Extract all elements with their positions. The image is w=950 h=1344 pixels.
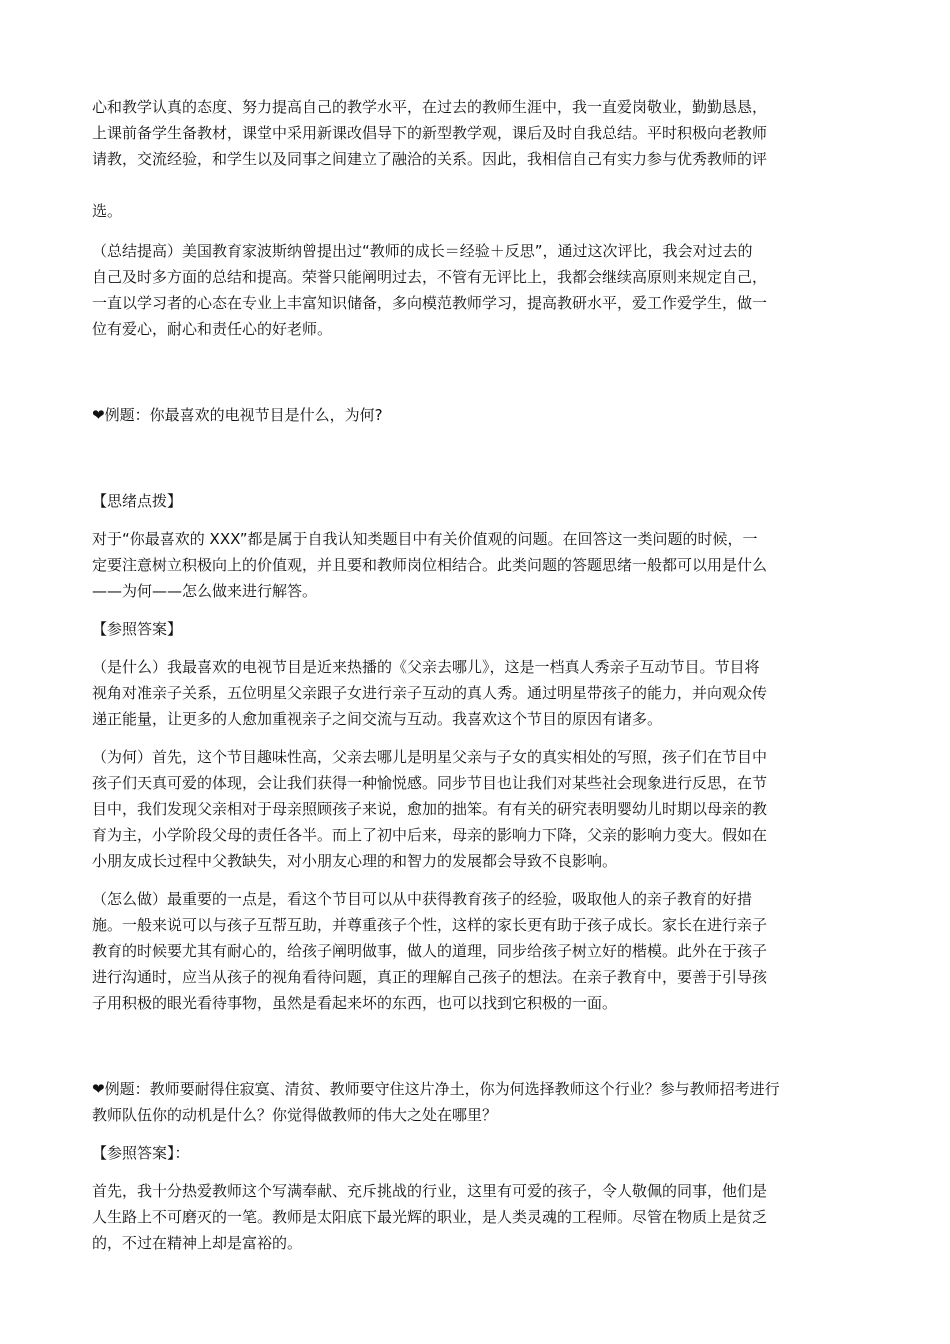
- text-line: 心和教学认真的态度、努力提高自己的教学水平，在过去的教师生涯中，我一直爱岗敬业，勤勤恳恳，: [92, 98, 768, 116]
- text-line: 进行沟通时，应当从孩子的视角看待问题，真正的理解自己孩子的想法。在亲子教育中，要善于引导孩: [92, 968, 768, 986]
- paragraph-how: [92, 886, 860, 1016]
- text-line: 子用积极的眼光看待事物，虽然是看起来坏的东西，也可以找到它积极的一面。: [92, 994, 618, 1012]
- text-line: 请教，交流经验，和学生以及同事之间建立了融洽的关系。因此，我相信自己有实力参与优秀教师的评: [92, 150, 768, 168]
- example-question-tv: [92, 402, 860, 428]
- text-line: 一直以学习者的心态在专业上丰富知识储备，多向模范教师学习，提高教研水平，爱工作爱学生，做一: [92, 294, 768, 312]
- text-line: 【思绪点拨】: [92, 492, 183, 510]
- text-line: 教育的时候要尤其有耐心的，给孩子阐明做事，做人的道理，同步给孩子树立好的楷模。此外在于孩子: [92, 942, 768, 960]
- text-line: 的，不过在精神上却是富裕的。: [92, 1234, 303, 1252]
- paragraph-why: [92, 744, 860, 874]
- text-line: 【参照答案】：: [92, 1144, 190, 1162]
- text-line: 人生路上不可磨灭的一笔。教师是太阳底下最光辉的职业，是人类灵魂的工程师。尽管在物质上是贫乏: [92, 1208, 768, 1226]
- text-line: 自己及时多方面的总结和提高。荣誉只能阐明过去，不管有无评比上，我都会继续高原则来规定自己，: [92, 268, 768, 286]
- paragraph-summary: [92, 238, 860, 342]
- paragraph-what: [92, 654, 860, 732]
- text-line: 育为主，小学阶段父母的责任各半。而上了初中后来，母亲的影响力下降，父亲的影响力变大。假如在: [92, 826, 768, 844]
- paragraph-continuation: [92, 198, 860, 224]
- text-line: ——为何——怎么做来进行解答。: [92, 582, 318, 600]
- paragraph-first: [92, 1178, 860, 1256]
- text-line: （为何）首先，这个节目趣味性高，父亲去哪儿是明星父亲与子女的真实相处的写照，孩子们在节目中: [92, 748, 768, 766]
- text-line: 对于“你最喜欢的 XXX”都是属于自我认知类题目中有关价值观的问题。在回答这一类问题的时候，一: [92, 530, 758, 548]
- text-line: 选。: [92, 202, 123, 220]
- text-line: 施。一般来说可以与孩子互帮互助，并尊重孩子个性，这样的家长更有助于孩子成长。家长在进行亲子: [92, 916, 768, 934]
- text-line: （是什么）我最喜欢的电视节目是近来热播的《父亲去哪儿》，这是一档真人秀亲子互动节目。节目将: [92, 658, 760, 676]
- example-question-teacher: [92, 1076, 860, 1128]
- text-line: 视角对准亲子关系，五位明星父亲跟子女进行亲子互动的真人秀。通过明星带孩子的能力，并向观众传: [92, 684, 768, 702]
- text-line: 位有爱心，耐心和责任心的好老师。: [92, 320, 333, 338]
- section-heading-hint: [92, 488, 860, 514]
- text-line: 【参照答案】: [92, 620, 183, 638]
- paragraph-teaching-attitude: [92, 94, 860, 172]
- document-page: [92, 94, 860, 1256]
- section-heading-answer-2: [92, 1140, 860, 1166]
- text-line: 目中，我们发现父亲相对于母亲照顾孩子来说，愈加的拙笨。有有关的研究表明婴幼儿时期以母亲的教: [92, 800, 768, 818]
- section-heading-answer: [92, 616, 860, 642]
- paragraph-hint: [92, 526, 860, 604]
- text-line: 上课前备学生备教材，课堂中采用新课改倡导下的新型教学观，课后及时自我总结。平时积极向老教师: [92, 124, 768, 142]
- text-line: 定要注意树立积极向上的价值观，并且要和教师岗位相结合。此类问题的答题思绪一般都可以用是什么: [92, 556, 768, 574]
- text-line: （总结提高）美国教育家波斯纳曾提出过“教师的成长＝经验＋反思”，通过这次评比，我会对过去的: [92, 242, 753, 260]
- text-line: 首先，我十分热爱教师这个写满奉献、充斥挑战的行业，这里有可爱的孩子，令人敬佩的同事，他们是: [92, 1182, 768, 1200]
- text-line: 教师队伍你的动机是什么？你觉得做教师的伟大之处在哪里？: [92, 1106, 498, 1124]
- text-line: （怎么做）最重要的一点是，看这个节目可以从中获得教育孩子的经验，吸取他人的亲子教育的好措: [92, 890, 753, 908]
- text-line: 递正能量，让更多的人愈加重视亲子之间交流与互动。我喜欢这个节目的原因有诸多。: [92, 710, 663, 728]
- text-line: 小朋友成长过程中父教缺失，对小朋友心理的和智力的发展都会导致不良影响。: [92, 852, 618, 870]
- text-line: ❤例题：你最喜欢的电视节目是什么，为何?: [92, 406, 383, 424]
- text-line: 孩子们天真可爱的体现，会让我们获得一种愉悦感。同步节目也让我们对某些社会现象进行反思，在节: [92, 774, 768, 792]
- text-line: ❤例题：教师要耐得住寂寞、清贫、教师要守住这片净土，你为何选择教师这个行业？参与教师招考进行: [92, 1080, 780, 1098]
